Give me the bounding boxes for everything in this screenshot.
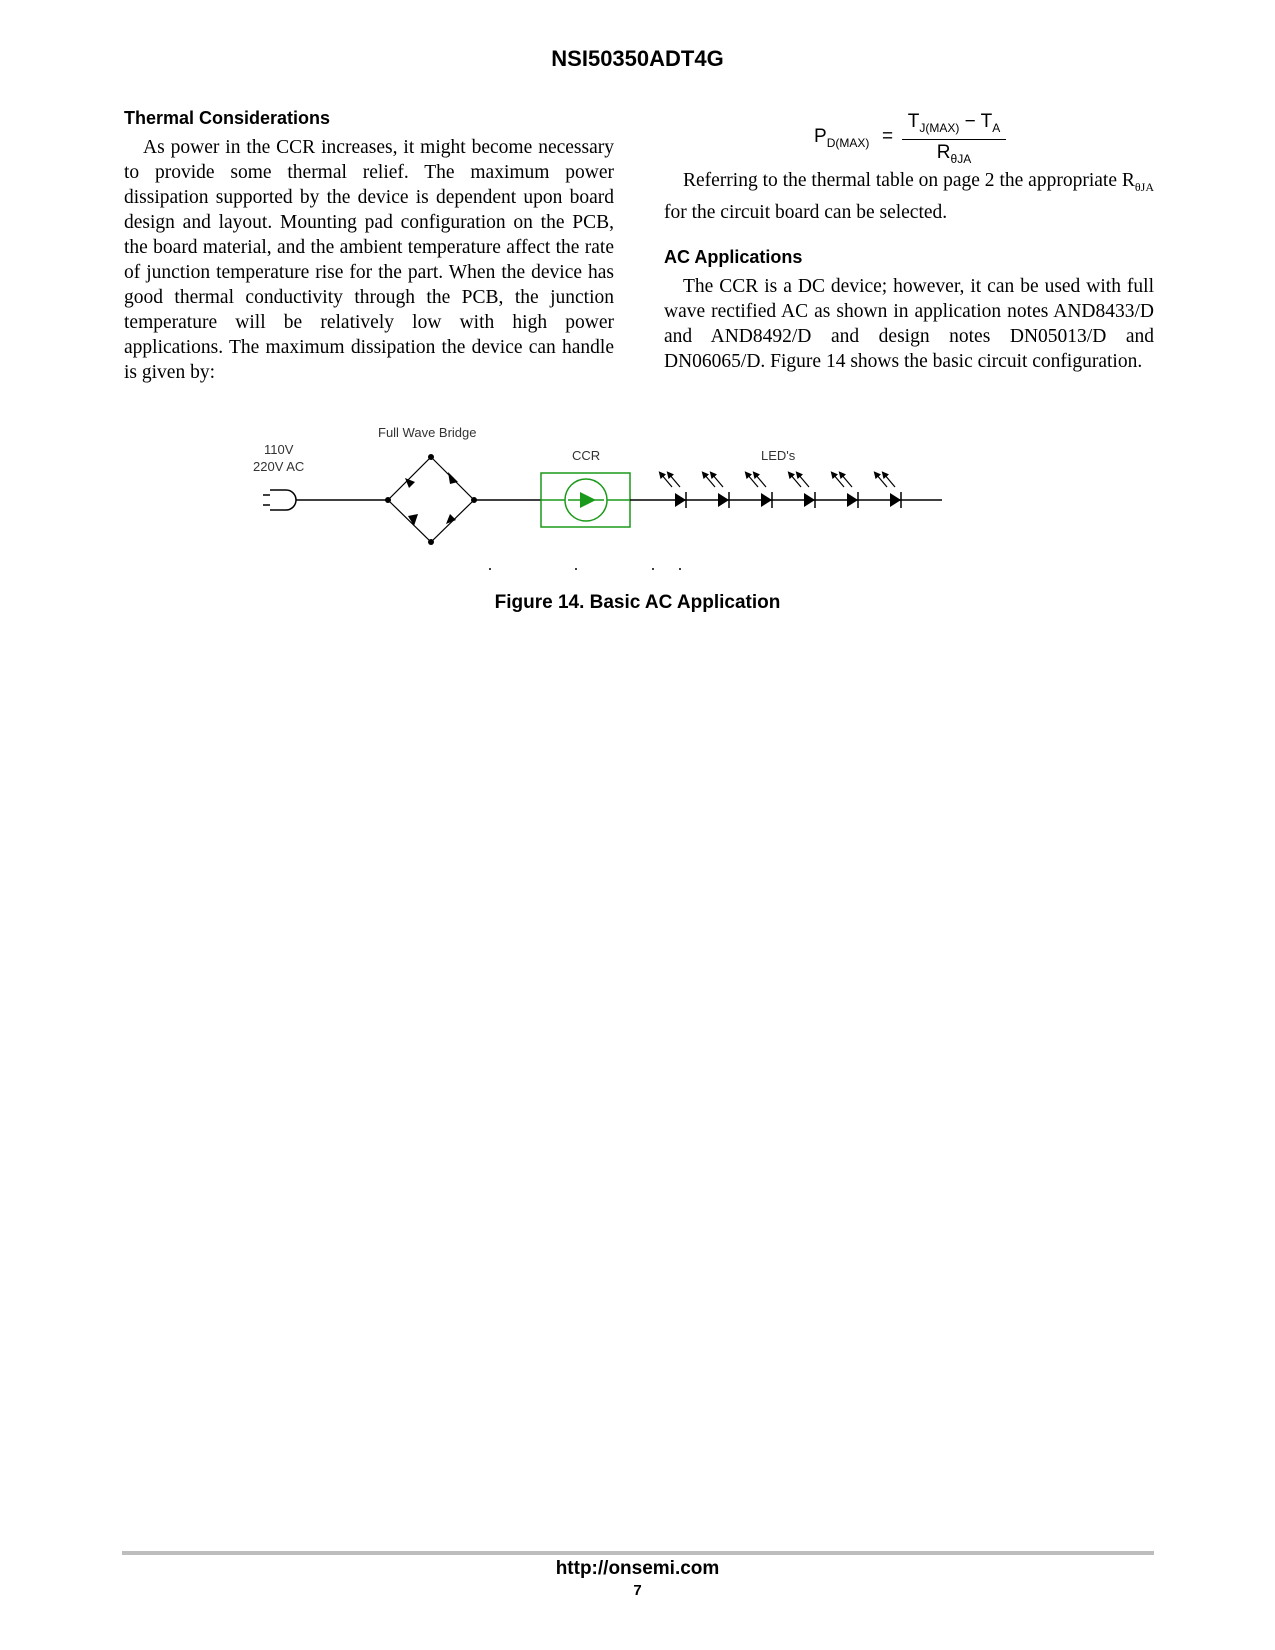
footer-url-link[interactable]: http://onsemi.com [555, 1558, 720, 1579]
footer-rule [122, 1551, 1154, 1555]
led-icon [747, 474, 772, 508]
basic-ac-application-figure [250, 420, 1010, 570]
ac-plug-icon [263, 490, 296, 510]
page-number: 7 [633, 1582, 642, 1599]
formula-equals: = [882, 126, 894, 147]
right-column [664, 108, 1154, 374]
led-icon [876, 474, 901, 508]
ac-paragraph: The CCR is a DC device; however, it can be used with full wave rectified AC as shown in application notes AND8433/D and AND8492/D and design notes DN05013/D and DN06065/D. Figure 14 shows the basic circuit configuration. [664, 275, 1154, 372]
power-dissipation-formula [664, 108, 1154, 168]
thermal-heading: Thermal Considerations [124, 108, 331, 128]
page-header-part-number: NSI50350ADT4G [551, 46, 724, 71]
led-icon [704, 474, 729, 508]
voltage-label-110v: 110V [264, 442, 294, 457]
thermal-paragraph: As power in the CCR increases, it might become necessary to provide some thermal relief. The maximum power dissipation supported by the device is dependent upon board design and layout. Mounting pad configuration on the PCB, the board material, and the ambient temperature affect the rate of junction temperature rise for the part. When the device has good thermal conductivity through the PCB, the junction temperature will be relatively low with high power applications. The maximum dissipation the device can handle is given by: [124, 137, 614, 383]
figure-caption: Figure 14. Basic AC Application [494, 592, 781, 613]
referring-paragraph: Referring to the thermal table on page 2 the appropriate $R_{\theta JA}$ for the circuit board can be selected. [664, 170, 1154, 223]
formula-numerator: $T_{J(MAX)} - T_A$ [907, 111, 1001, 135]
ccr-icon [541, 473, 630, 527]
led-icon [661, 474, 686, 508]
circuit-diagram [250, 420, 1010, 570]
ac-heading: AC Applications [664, 246, 803, 267]
voltage-label-220v: 220V AC [253, 459, 305, 474]
led-chain [661, 474, 901, 508]
formula-lhs: $P_{D(MAX)}$ [814, 126, 870, 150]
ccr-label: CCR [572, 448, 601, 463]
bridge-label: Full Wave Bridge [378, 425, 477, 440]
led-icon [833, 474, 858, 508]
formula-fraction-bar [902, 139, 1006, 140]
full-wave-bridge-icon [385, 454, 477, 545]
left-column [124, 108, 614, 385]
formula-denominator: $R_{\theta JA}$ [936, 142, 972, 166]
led-icon [790, 474, 815, 508]
leds-label: LED's [761, 448, 796, 463]
